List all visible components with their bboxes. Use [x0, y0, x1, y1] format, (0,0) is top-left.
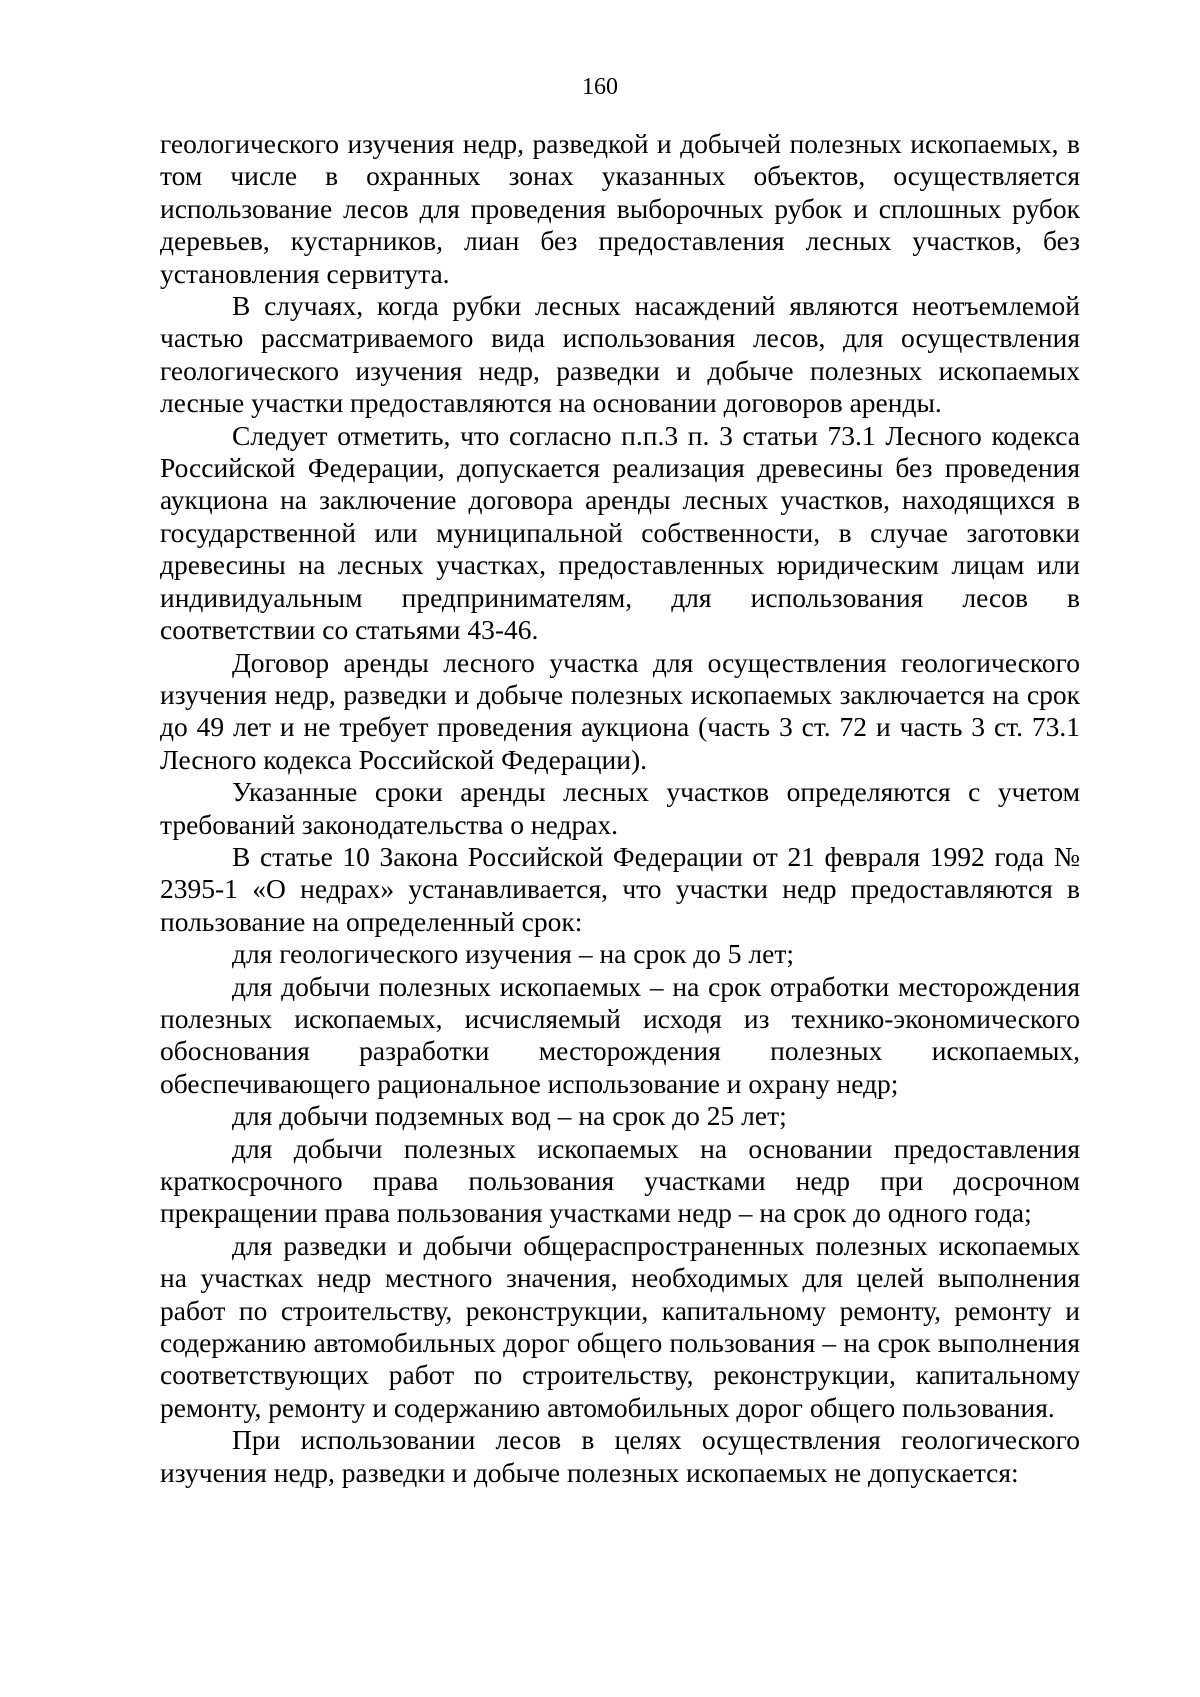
- document-body: [160, 128, 1080, 1489]
- paragraph-1: геологического изучения недр, разведкой и добычей полезных ископаемых, в том числе в охранных зонах указанных объектов, осуществляется использование лесов для проведения выборочных рубок и сплошных рубок деревьев, кустарников, лиан без предоставления лесных участков, без установления сервитута.: [160, 128, 1080, 289]
- paragraph-5: Указанные сроки аренды лесных участков определяются с учетом требований законодательства о недрах.: [160, 776, 1080, 840]
- list-item-mineral-extraction: для добычи полезных ископаемых – на срок отработки месторождения полезных ископаемых, исчисляемый исходя из технико-экономического обоснования разработки месторождения полезных ископаемых, обеспечивающего рациональное использование и охрану недр;: [160, 970, 1080, 1099]
- list-item-geological-study: для геологического изучения – на срок до 5 лет;: [232, 938, 795, 970]
- paragraph-6: В статье 10 Закона Российской Федерации от 21 февраля 1992 года № 2395-1 «О недрах» устанавливается, что участки недр предоставляются в пользование на определенный срок:: [160, 840, 1080, 937]
- paragraph-2: В случаях, когда рубки лесных насаждений являются неотъемлемой частью рассматриваемого вида использования лесов, для осуществления геологического изучения недр, разведки и добыче полезных ископаемых лесные участки предоставляются на основании договоров аренды.: [160, 290, 1080, 419]
- paragraph-3: Следует отметить, что согласно п.п.3 п. 3 статьи 73.1 Лесного кодекса Российской Федерации, допускается реализация древесины без проведения аукциона на заключение договора аренды лесных участков, находящихся в государственной или муниципальной собственности, в случае заготовки древесины на лесных участках, предоставленных юридическим лицам или индивидуальным предпринимателям, для использования лесов в соответствии со статьями 43-46.: [160, 419, 1080, 646]
- list-item-groundwater: для добычи подземных вод – на срок до 25 лет;: [232, 1100, 787, 1132]
- paragraph-final: При использовании лесов в целях осуществления геологического изучения недр, разведки и добыче полезных ископаемых не допускается:: [160, 1424, 1080, 1488]
- paragraph-4: Договор аренды лесного участка для осуществления геологического изучения недр, разведки и добыче полезных ископаемых заключается на срок до 49 лет и не требует проведения аукциона (часть 3 ст. 72 и часть 3 ст. 73.1 Лесного кодекса Российской Федерации).: [160, 646, 1080, 775]
- page-number: 160: [582, 74, 618, 100]
- list-item-road-construction: для разведки и добычи общераспространенных полезных ископаемых на участках недр местного значения, необходимых для целей выполнения работ по строительству, реконструкции, капитальному ремонту, ремонту и содержанию автомобильных дорог общего пользования – на срок выполнения соответствующих работ по строительству, реконструкции, капитальному ремонту, ремонту и содержанию автомобильных дорог общего пользования.: [160, 1229, 1080, 1423]
- list-item-short-term-right: для добычи полезных ископаемых на основании предоставления краткосрочного права пользования участками недр при досрочном прекращении права пользования участками недр – на срок до одного года;: [160, 1132, 1080, 1229]
